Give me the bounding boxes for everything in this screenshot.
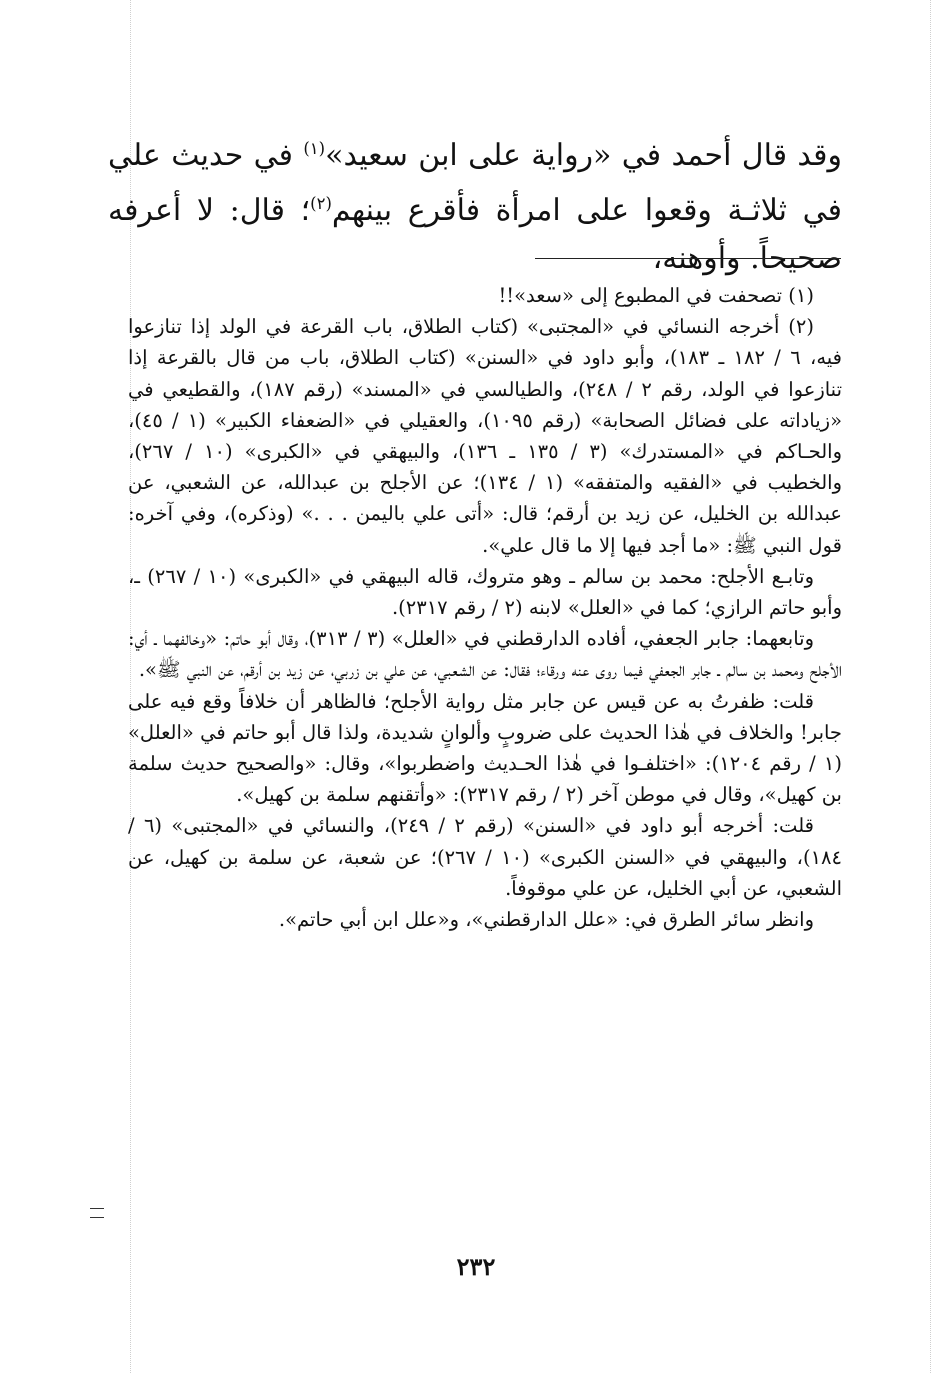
footnote-1: (١) تصحفت في المطبوع إلى «سعد»!!	[498, 284, 814, 307]
main-text-part: وقد قال أحمد في «رواية على ابن سعيد»	[325, 138, 842, 173]
footnote-2: (٢) أخرجه النسائي في «المجتبى» (كتاب الطلاق، باب القرعة في الولد إذا تنازعوا فيه، ٦ / ١٨٢ ـ ١٨٣)، وأبو داود في «السنن» (كتاب الطلاق، باب من قال بالقرعة إذا تنازعوا في الولد، رقم ٢ / ٢٤٨)، والطيالسي في «المسند» (رقم ١٨٧)، والقطيعي في «زياداته على فضائل الصحابة» (رقم ١٠٩٥)، والعقيلي في «الضعفاء الكبير» (١ / ٤٥)، والحـاكم في «المستدرك» (٣ / ١٣٥ ـ ١٣٦)، والبيهقي في «الكبرى» (١٠ / ٢٦٧)، والخطيب في «الفقيه والمتفقه» (١ / ١٣٤)؛ عن الأجلح بن عبدالله، عن الشعبي، عن عبدالله بن الخليل، عن زيد بن أرقم؛ قال: «أتى علي باليمن . . .» (وذكره)، وفي آخره: قول النبي ﷺ: «ما أجد فيها إلا ما قال علي».	[128, 315, 843, 557]
footnote-separator	[535, 258, 841, 259]
footnote-paragraph: وتابعهما: جابر الجعفي، أفاده الدارقطني في «العلل» (٣ / ٣١٣)، وقال أبو حاتم: «وخالفهما ـ أي: الأجلح ومحمد بن سالم ـ جابر الجعفي فيما روى عنه ورقاء؛ فقال: عن الشعبي، عن علي بن زربي، عن زيد بن أرقم، عن النبي ﷺ».	[128, 627, 842, 682]
footnote-ref: (٢)	[310, 194, 332, 213]
scan-edge-line	[930, 0, 931, 1373]
footnote-ref: (١)	[303, 139, 326, 158]
footnote-paragraph: قلت: ظفرتُ به عن قيس عن جابر مثل رواية الأجلح؛ فالظاهر أن خلافاً وقع فيه على جابر! والخلاف في هٰذا الحديث على ضروبٍ وألوانٍ شديدة، ولذا قال أبو حاتم في «العلل» (١ / رقم ١٢٠٤): «اختلفـوا في هٰذا الحـديث واضطربوا»، وقال: «والصحيح حديث سلمة بن كهيل»، وقال في موطن آخر (٢ / رقم ٢٣١٧): «وأتقنهم سلمة بن كهيل».	[128, 689, 842, 807]
footnote-paragraph: وتابـع الأجلح: محمد بن سالم ـ وهو متروك، قاله البيهقي في «الكبرى» (١٠ / ٢٦٧) ـ، وأبو حاتم الرازي؛ كما في «العلل» لابنه (٢ / رقم ٢٣١٧).	[128, 564, 842, 620]
footnote-paragraph: وانظر سائر الطرق في: «علل الدارقطني»، و«علل ابن أبي حاتم».	[278, 908, 814, 932]
footnotes	[128, 280, 842, 935]
main-paragraph	[108, 125, 842, 283]
main-text-part: في حديث علي في ثلاثـة وقعوا على امرأة فأقرع بينهم	[108, 138, 842, 228]
footnote-paragraph: قلت: أخرجه أبو داود في «السنن» (رقم ٢ / ٢٤٩)، والنسائي في «المجتبى» (٦ / ١٨٤)، والبيهقي في «السنن الكبرى» (١٠ / ٢٦٧)؛ عن شعبة، عن سلمة بن كهيل، عن الشعبي، عن أبي الخليل، عن علي موقوفاً.	[128, 814, 842, 900]
scan-mark	[90, 1208, 104, 1218]
page-number: ٢٣٢	[456, 1252, 496, 1281]
main-text-part: ؛ قال: لا أعرفه صحيحاً. وأوهنه،	[108, 193, 842, 276]
